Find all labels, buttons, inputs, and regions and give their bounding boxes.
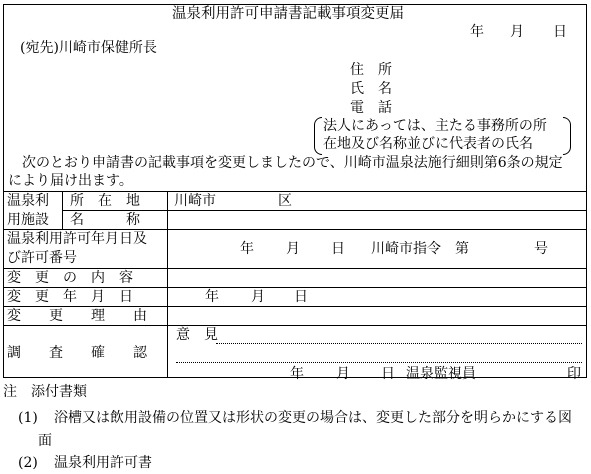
note-1-continuation: 面 — [38, 433, 52, 449]
inspect-month: 月 — [336, 366, 350, 382]
date-year-label: 年 — [470, 24, 484, 40]
table-rule — [3, 229, 587, 230]
permit-label-1: 温泉利用許可年月日及 — [7, 231, 147, 247]
form-title: 温泉利用許可申請書記載事項変更届 — [172, 6, 404, 22]
opinion-dotted-line-1 — [216, 343, 582, 344]
date-day-label: 日 — [553, 24, 567, 40]
facility-label-2: 用施設 — [7, 212, 49, 228]
inspect-day: 日 — [381, 366, 395, 382]
location-city: 川崎市 — [174, 193, 216, 209]
location-label: 所 在 地 — [70, 193, 140, 209]
address-label: 住 所 — [350, 62, 392, 78]
change-content-label: 変 更 の 内 容 — [7, 270, 133, 286]
permit-month: 月 — [286, 241, 300, 257]
opinion-label: 意 見 — [176, 327, 218, 343]
corp-note-left-bracket — [314, 117, 322, 155]
table-top-rule — [3, 191, 587, 192]
permit-authority: 川崎市指令 第 — [371, 241, 469, 257]
phone-label: 電 話 — [350, 100, 392, 116]
table-rule — [3, 306, 587, 307]
corp-note-right-bracket — [563, 117, 571, 155]
opinion-dotted-line-2 — [176, 362, 582, 363]
inspector-label: 温泉監視員 — [406, 366, 476, 382]
corp-note-line2: 在地及び名称並びに代表者の氏名 — [323, 136, 533, 152]
notes-heading: 注 添付書類 — [3, 384, 87, 400]
body-text-line2: により届け出ます。 — [8, 173, 133, 189]
table-rule — [3, 325, 587, 326]
table-rule — [3, 268, 587, 269]
note-2-text: 温泉利用許可書 — [54, 455, 152, 471]
addressee: (宛先)川崎市保健所長 — [20, 40, 157, 56]
table-rule — [62, 210, 587, 211]
change-reason-label: 変 更 理 由 — [7, 308, 147, 324]
change-year: 年 — [205, 289, 219, 305]
change-day: 日 — [294, 289, 308, 305]
seal-label: 印 — [567, 366, 581, 382]
note-1-number: (1) — [18, 410, 38, 426]
note-1-text: 浴槽又は飲用設備の位置又は形状の変更の場合は、変更した部分を明らかにする図 — [54, 410, 572, 426]
permit-label-2: び許可番号 — [7, 250, 77, 266]
permit-day: 日 — [331, 241, 345, 257]
table-divider — [167, 191, 168, 378]
date-month-label: 月 — [510, 24, 524, 40]
corp-note-line1: 法人にあっては、主たる事務所の所 — [323, 118, 547, 134]
table-rule — [3, 287, 587, 288]
change-date-label: 変 更 年 月 日 — [7, 289, 133, 305]
change-month: 月 — [251, 289, 265, 305]
facility-label-1: 温泉利 — [7, 193, 49, 209]
permit-year: 年 — [240, 241, 254, 257]
location-ward: 区 — [278, 193, 292, 209]
table-divider — [62, 191, 63, 229]
note-2-number: (2) — [18, 455, 38, 471]
facility-name-label: 名 称 — [70, 212, 140, 228]
body-text-line1: 次のとおり申請書の記載事項を変更しましたので、川崎市温泉法施行細則第6条の規定 — [22, 155, 563, 171]
inspect-year: 年 — [290, 366, 304, 382]
name-label: 氏 名 — [350, 81, 392, 97]
inspection-label: 調 査 確 認 — [7, 345, 147, 361]
permit-number-suffix: 号 — [534, 241, 548, 257]
